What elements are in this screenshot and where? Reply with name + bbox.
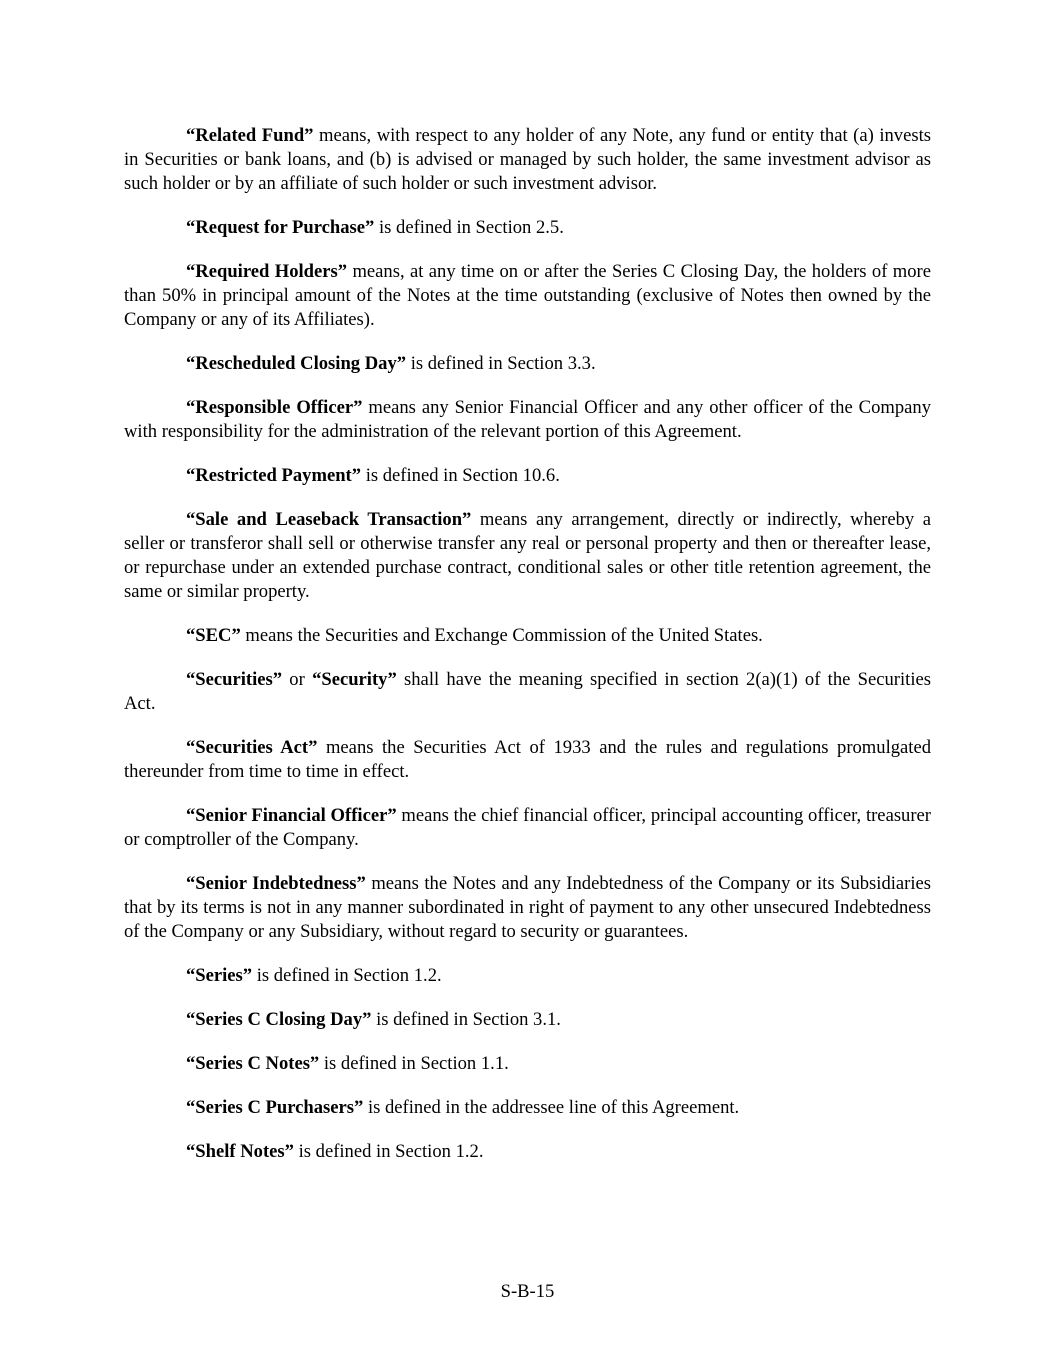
definition-text: means any arrangement, directly or indirectly, whereby a seller or transferor shall sell or otherwise transfer any real or personal property and then or thereafter lease, or repurchase under an extended purchase contract, conditional sales or other title retention agreement, the same or similar property.	[124, 509, 931, 602]
defined-term: “Series C Notes”	[186, 1053, 320, 1074]
definition-text: means the Securities and Exchange Commission of the United States.	[240, 625, 763, 646]
definition-senior-indebtedness	[124, 872, 931, 944]
definition-request-for-purchase	[124, 216, 931, 240]
definition-shelf-notes	[124, 1140, 931, 1164]
definition-text: shall have the meaning specified in section 2(a)(1) of the Securities Act.	[124, 669, 931, 714]
definition-senior-financial-officer	[124, 804, 931, 852]
defined-term: “Securities Act”	[186, 737, 318, 758]
definition-required-holders	[124, 260, 931, 332]
defined-term: “Security”	[312, 669, 397, 690]
defined-term: “Series C Purchasers”	[186, 1097, 364, 1118]
defined-term: “Required Holders”	[186, 261, 348, 282]
definition-series-c-purchasers	[124, 1096, 931, 1120]
definition-text: or	[282, 669, 313, 690]
definition-text: is defined in Section 10.6.	[361, 465, 560, 486]
definition-sec	[124, 624, 931, 648]
defined-term: “Senior Indebtedness”	[186, 873, 366, 894]
document-body	[124, 124, 931, 1184]
definition-text: is defined in Section 3.3.	[406, 353, 596, 374]
defined-term: “Request for Purchase”	[186, 217, 375, 238]
definition-securities	[124, 668, 931, 716]
defined-term: “Senior Financial Officer”	[186, 805, 397, 826]
definition-rescheduled-closing-day	[124, 352, 931, 376]
definition-securities-act	[124, 736, 931, 784]
definition-text: means the Securities Act of 1933 and the rules and regulations promulgated thereunder from time to time in effect.	[124, 737, 932, 782]
defined-term: “Shelf Notes”	[186, 1141, 294, 1162]
defined-term: “SEC”	[186, 625, 241, 646]
page-number: S-B-15	[500, 1281, 555, 1302]
defined-term: “Sale and Leaseback Transaction”	[186, 509, 472, 530]
definition-sale-and-leaseback-transaction	[124, 508, 931, 604]
definition-text: is defined in Section 1.1.	[319, 1053, 509, 1074]
definition-text: is defined in Section 3.1.	[371, 1009, 561, 1030]
defined-term: “Series C Closing Day”	[186, 1009, 372, 1030]
definition-text: is defined in Section 1.2.	[293, 1141, 484, 1162]
definition-text: is defined in the addressee line of this Agreement.	[363, 1097, 740, 1118]
definition-series	[124, 964, 931, 988]
definition-series-c-notes	[124, 1052, 931, 1076]
definition-text: means the chief financial officer, principal accounting officer, treasurer or comptroller of the Company.	[124, 805, 931, 850]
defined-term: “Responsible Officer”	[186, 397, 363, 418]
definition-series-c-closing-day	[124, 1008, 931, 1032]
defined-term: “Securities”	[186, 669, 283, 690]
definition-related-fund	[124, 124, 931, 196]
definition-text: means the Notes and any Indebtedness of the Company or its Subsidiaries that by its terms is not in any manner subordinated in right of payment to any other unsecured Indebtedness of the Company or any Subsidiary, without regard to security or guarantees.	[124, 873, 932, 942]
definition-text: means, with respect to any holder of any Note, any fund or entity that (a) invests in Securities or bank loans, and (b) is advised or managed by such holder, the same investment advisor as such holder or by an affiliate of such holder or such investment advisor.	[124, 125, 931, 194]
definition-text: is defined in Section 1.2.	[252, 965, 442, 986]
defined-term: “Rescheduled Closing Day”	[186, 353, 407, 374]
definition-text: is defined in Section 2.5.	[374, 217, 564, 238]
definition-text: means any Senior Financial Officer and any other officer of the Company with responsibility for the administration of the relevant portion of this Agreement.	[124, 397, 931, 442]
definition-text: means, at any time on or after the Series C Closing Day, the holders of more than 50% in principal amount of the Notes at the time outstanding (exclusive of Notes then owned by the Company or any of its Affiliates).	[124, 261, 931, 330]
definition-responsible-officer	[124, 396, 931, 444]
defined-term: “Series”	[186, 965, 253, 986]
definition-restricted-payment	[124, 464, 931, 488]
defined-term: “Restricted Payment”	[186, 465, 362, 486]
defined-term: “Related Fund”	[186, 125, 314, 146]
